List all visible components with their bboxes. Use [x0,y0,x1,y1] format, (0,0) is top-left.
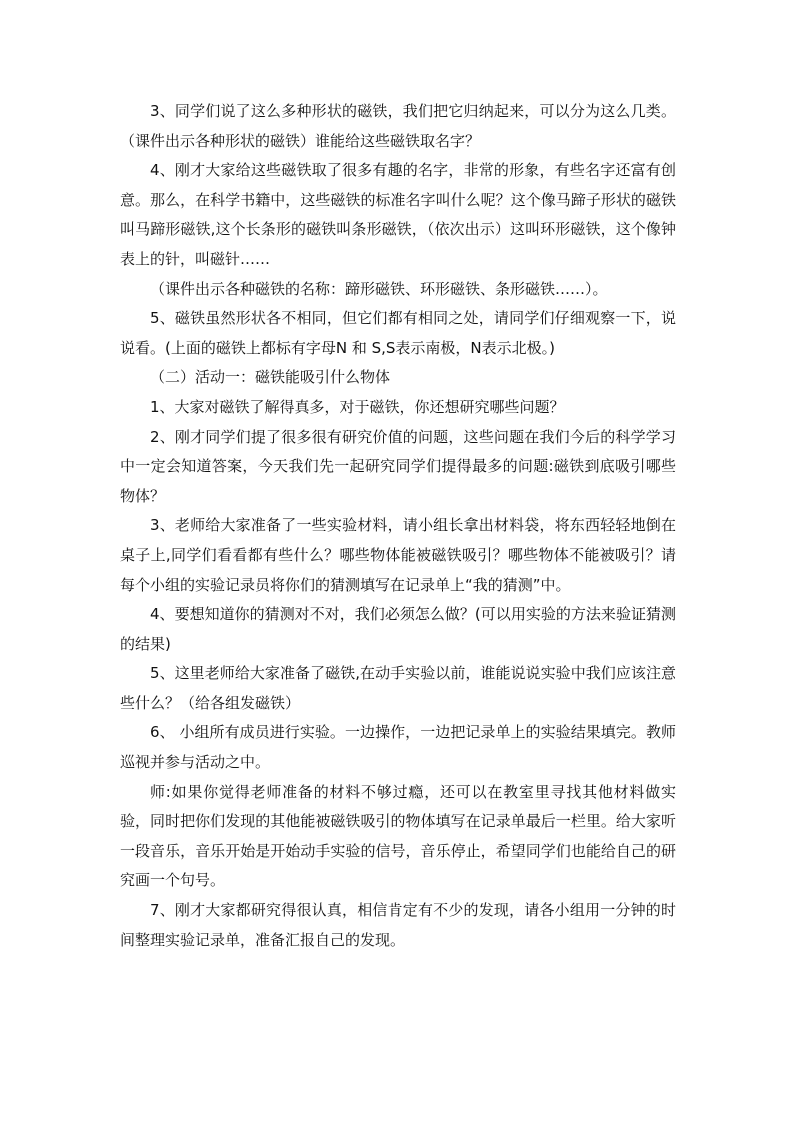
paragraph-7-report: 7、刚才大家都研究得很认真，相信肯定有不少的发现，请各小组用一分钟的时间整理实验记录单，准备汇报自己的发现。 [120,901,676,949]
paragraph-courseware-names: （课件出示各种磁铁的名称：蹄形磁铁、环形磁铁、条形磁铁……）。 [150,279,608,298]
paragraph-6-experiment: 6、 小组所有成员进行实验。一边操作，一边把记录单上的实验结果填完。教师巡视并参与活动之中。 [120,723,676,772]
paragraph-teacher-note: 师:如果你觉得老师准备的材料不够过瘾，还可以在教室里寻找其他材料做实验，同时把你们发现的其他能被磁铁吸引的物体填写在记录单最后一栏里。给大家听一段音乐，音乐开始是开始动手实验的信号，音乐停止，希望同学们也能给自己的研究画一个句号。 [120,782,676,890]
document-body [120,97,676,955]
paragraph-5-poles: 5、磁铁虽然形状各不相同，但它们都有相同之处，请同学们仔细观察一下，说说看。(上面的磁铁上都标有字母N 和 S,S表示南极，N表示北极。) [120,309,676,357]
paragraph-5-caution: 5、这里老师给大家准备了磁铁,在动手实验以前，谁能说说实验中我们应该注意些什么？（给各组发磁铁） [120,664,676,712]
paragraph-3-shapes: 3、同学们说了这么多种形状的磁铁，我们把它归纳起来，可以分为这么几类。（课件出示各种形状的磁铁）谁能给这些磁铁取名字？ [120,102,676,150]
paragraph-2-research: 2、刚才同学们提了很多很有研究价值的问题，这些问题在我们今后的科学学习中一定会知道答案，今天我们先一起研究同学们提得最多的问题:磁铁到底吸引哪些物体？ [120,427,676,505]
paragraph-1-questions: 1、大家对磁铁了解得真多，对于磁铁，你还想研究哪些问题？ [150,397,565,416]
section-heading-activity-one: （二）活动一：磁铁能吸引什么物体 [150,368,391,387]
paragraph-4-verify: 4、要想知道你的猜测对不对，我们必须怎么做？(可以用实验的方法来验证猜测的结果) [120,605,676,653]
paragraph-3-materials: 3、老师给大家准备了一些实验材料，请小组长拿出材料袋，将东西轻轻地倒在桌子上,同学们看看都有些什么？哪些物体能被磁铁吸引？哪些物体不能被吸引？请每个小组的实验记录员将你们的猜测填写在记录单上“我的猜测”中。 [120,516,676,594]
paragraph-4-names: 4、刚才大家给这些磁铁取了很多有趣的名字，非常的形象，有些名字还富有创意。那么，在科学书籍中，这些磁铁的标准名字叫什么呢？这个像马蹄子形状的磁铁叫马蹄形磁铁,这个长条形的磁铁叫条形磁铁，（依次出示）这叫环形磁铁，这个像钟表上的针，叫磁针…… [120,161,676,268]
